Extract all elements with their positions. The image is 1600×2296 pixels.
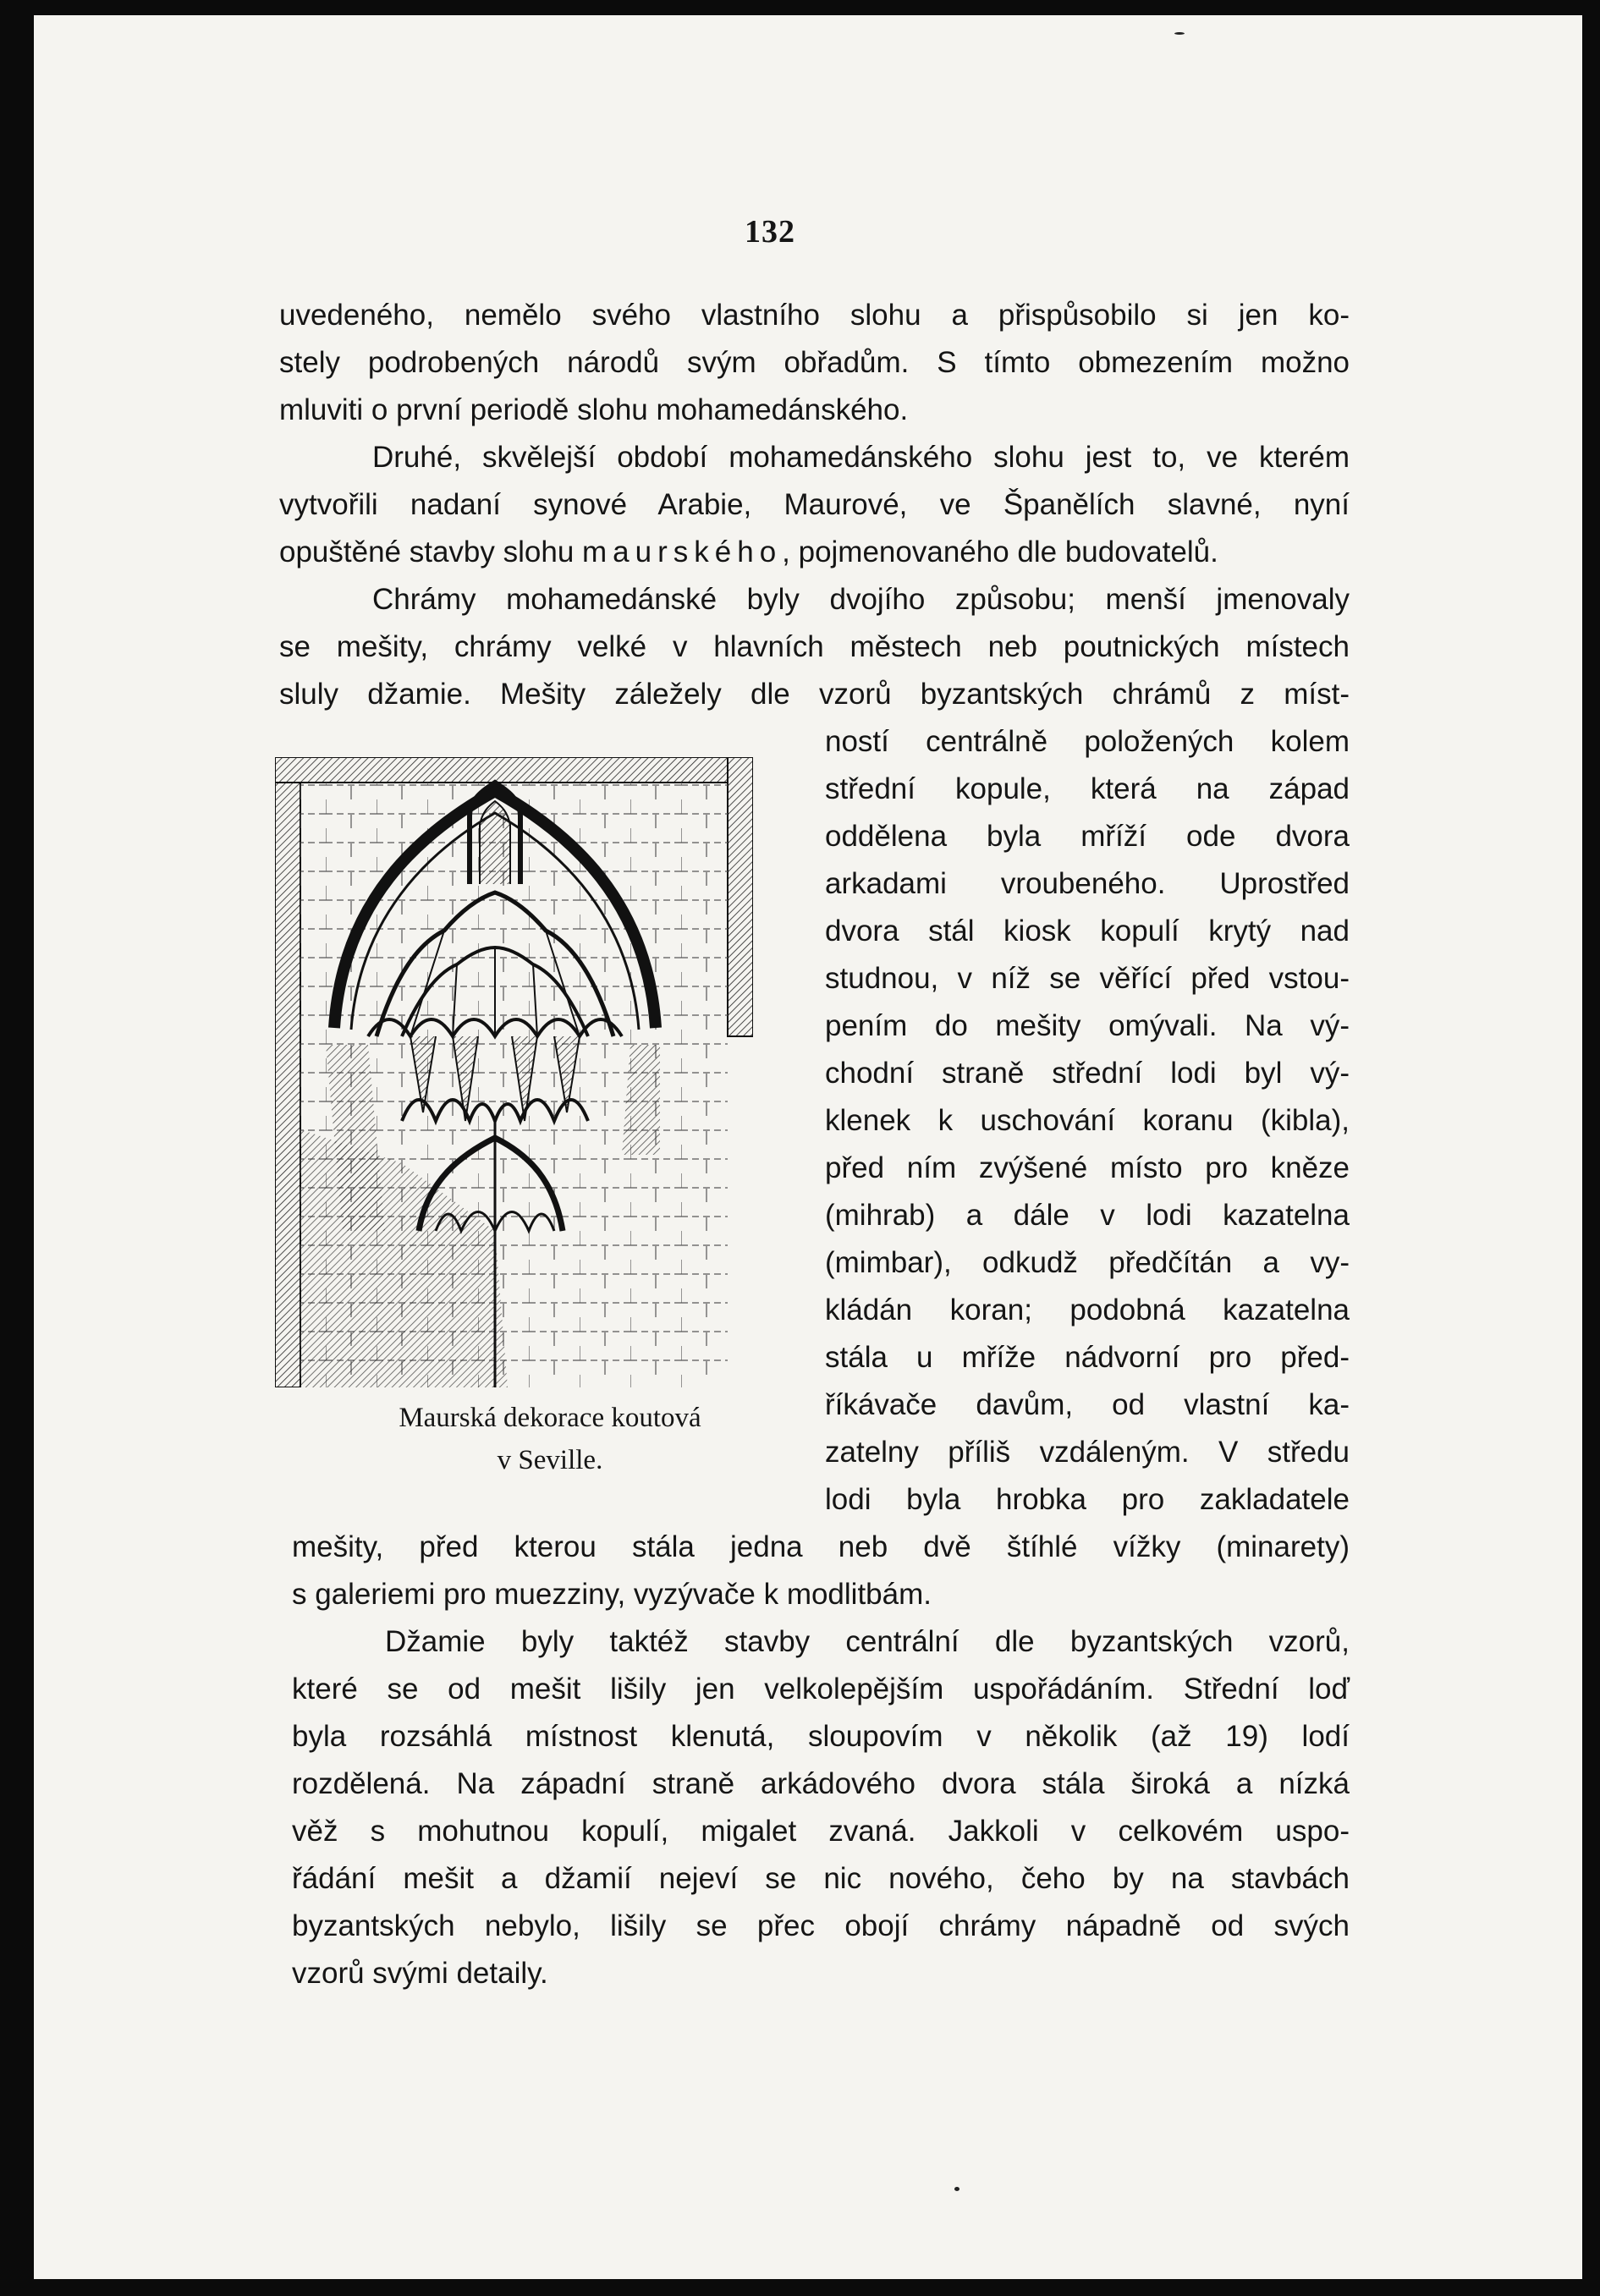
text-segment: , pojmenovaného dle budovatelů. bbox=[782, 536, 1218, 569]
text-line: stely podrobených národů svým obřadům. S tímto obmezením možno bbox=[279, 346, 1350, 379]
paragraph-3-end bbox=[292, 1524, 1350, 1618]
text-line: pením do mešity omývali. Na vý- bbox=[825, 1009, 1350, 1042]
text-line: byla rozsáhlá místnost klenutá, sloupovím v několik (až 19) lodí bbox=[292, 1720, 1350, 1753]
scan-speck bbox=[954, 2187, 959, 2191]
text-line: stála u mříže nádvorní pro před- bbox=[825, 1341, 1350, 1374]
text-line: ností centrálně položených kolem bbox=[825, 725, 1350, 758]
moorish-corner-decoration-illustration bbox=[275, 757, 753, 1387]
text-line: kládán koran; podobná kazatelna bbox=[825, 1294, 1350, 1327]
paragraph-3-column bbox=[825, 718, 1350, 1524]
paragraph-3 bbox=[279, 576, 1350, 718]
text-line: (mimbar), odkudž předčítán a vy- bbox=[825, 1246, 1350, 1279]
spaced-word: maurského bbox=[582, 536, 783, 569]
text-line: mešity, před kterou stála jedna neb dvě štíhlé vížky (minarety) bbox=[292, 1530, 1350, 1563]
text-line: chodní straně střední lodi byl vý- bbox=[825, 1057, 1350, 1090]
text-line: vzorů svými detaily. bbox=[292, 1957, 548, 1990]
text-line: rozdělená. Na západní straně arkádového dvora stála široká a nízká bbox=[292, 1767, 1350, 1800]
paragraph-1 bbox=[279, 292, 1350, 434]
text-line: Chrámy mohamedánské byly dvojího způsobu; menší jmenovaly bbox=[372, 583, 1350, 616]
text-line: studnou, v níž se věřící před vstou- bbox=[825, 962, 1350, 995]
text-line: věž s mohutnou kopulí, migalet zvaná. Jakkoli v celkovém uspo- bbox=[292, 1815, 1350, 1848]
text-line: střední kopule, která na západ bbox=[825, 772, 1350, 805]
paragraph-2 bbox=[279, 434, 1350, 576]
text-line: řádání mešit a džamií nejeví se nic nového, čeho by na stavbách bbox=[292, 1862, 1350, 1895]
paragraph-4 bbox=[292, 1618, 1350, 1997]
text-line: mluviti o první periodě slohu mohamedánského. bbox=[279, 393, 909, 426]
text-line bbox=[279, 529, 1350, 576]
text-line: s galeriemi pro muezziny, vyzývače k modlitbám. bbox=[292, 1578, 932, 1611]
text-line: lodi byla hrobka pro zakladatele bbox=[825, 1483, 1350, 1516]
text-line: byzantských nebylo, lišily se přec obojí chrámy nápadně od svých bbox=[292, 1909, 1350, 1942]
text-line: dvora stál kiosk kopulí krytý nad bbox=[825, 915, 1350, 948]
text-line: Druhé, skvělejší období mohamedánského slohu jest to, ve kterém bbox=[372, 441, 1350, 474]
text-line: oddělena byla mříží ode dvora bbox=[825, 820, 1350, 853]
text-line: které se od mešit lišily jen velkolepějším uspořádáním. Střední loď bbox=[292, 1673, 1350, 1706]
figure-caption-line-1: Maurská dekorace koutová bbox=[399, 1403, 701, 1433]
text-line: uvedeného, nemělo svého vlastního slohu a přispůsobilo si jen ko- bbox=[279, 299, 1350, 332]
text-line: říkávače davům, od vlastní ka- bbox=[825, 1388, 1350, 1421]
figure-caption-line-2: v Seville. bbox=[497, 1445, 603, 1475]
text-line: Džamie byly taktéž stavby centrální dle byzantských vzorů, bbox=[385, 1625, 1350, 1658]
text-line: zatelny příliš vzdáleným. V středu bbox=[825, 1436, 1350, 1469]
text-line: (mihrab) a dále v lodi kazatelna bbox=[825, 1199, 1350, 1232]
text-segment: opuštěné stavby slohu bbox=[279, 536, 583, 569]
text-line: se mešity, chrámy velké v hlavních městech neb poutnických místech bbox=[279, 630, 1350, 663]
text-line: sluly džamie. Mešity záležely dle vzorů byzantských chrámů z míst- bbox=[279, 678, 1350, 711]
text-line: arkadami vroubeného. Uprostřed bbox=[825, 867, 1350, 900]
scan-speck bbox=[1174, 32, 1185, 35]
text-line: klenek k uschování koranu (kibla), bbox=[825, 1104, 1350, 1137]
text-line: vytvořili nadaní synové Arabie, Maurové, ve Španělích slavné, nyní bbox=[279, 488, 1350, 521]
page-number: 132 bbox=[745, 214, 795, 250]
text-line: před ním zvýšené místo pro kněze bbox=[825, 1151, 1350, 1184]
